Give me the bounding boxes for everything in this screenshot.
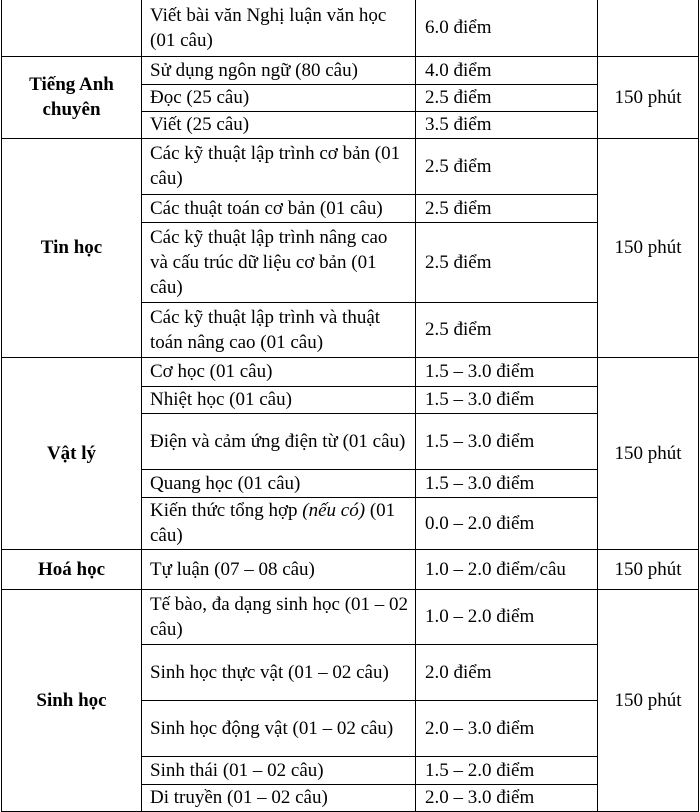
score-cell: 6.0 điểm <box>416 0 598 56</box>
subject-cell: Vật lý <box>2 357 142 549</box>
section-cell: Sinh học thực vật (01 – 02 câu) <box>142 644 416 700</box>
time-cell: 150 phút <box>598 589 699 811</box>
subject-cell <box>2 0 142 56</box>
section-cell: Các kỹ thuật lập trình và thuật toán nâng cao (01 câu) <box>142 302 416 357</box>
section-cell: Di truyền (01 – 02 câu) <box>142 784 416 811</box>
score-cell: 1.5 – 3.0 điểm <box>416 357 598 386</box>
table-row <box>2 589 699 644</box>
score-cell: 1.5 – 3.0 điểm <box>416 386 598 413</box>
section-cell: Cơ học (01 câu) <box>142 357 416 386</box>
score-cell: 2.5 điểm <box>416 138 598 194</box>
time-cell: 150 phút <box>598 138 699 357</box>
table-row <box>2 549 699 589</box>
section-cell: Các thuật toán cơ bản (01 câu) <box>142 194 416 222</box>
score-cell: 2.5 điểm <box>416 194 598 222</box>
score-cell: 1.0 – 2.0 điểm/câu <box>416 549 598 589</box>
subject-cell: Sinh học <box>2 589 142 811</box>
score-cell: 0.0 – 2.0 điểm <box>416 497 598 549</box>
section-cell: Điện và cảm ứng điện từ (01 câu) <box>142 413 416 469</box>
score-cell: 2.0 – 3.0 điểm <box>416 784 598 811</box>
section-cell: Viết (25 câu) <box>142 111 416 138</box>
score-cell: 1.0 – 2.0 điểm <box>416 589 598 644</box>
section-cell: Sinh thái (01 – 02 câu) <box>142 756 416 784</box>
score-cell: 4.0 điểm <box>416 56 598 84</box>
table-row <box>2 0 699 56</box>
section-cell: Các kỹ thuật lập trình nâng cao và cấu trúc dữ liệu cơ bản (01 câu) <box>142 222 416 302</box>
section-cell: Viết bài văn Nghị luận văn học (01 câu) <box>142 0 416 56</box>
section-cell <box>142 497 416 549</box>
section-suffix: (01 câu) <box>150 500 396 546</box>
section-note: (nếu có) <box>302 500 366 521</box>
score-cell: 2.5 điểm <box>416 302 598 357</box>
score-cell: 3.5 điểm <box>416 111 598 138</box>
score-cell: 1.5 – 2.0 điểm <box>416 756 598 784</box>
time-cell: 150 phút <box>598 56 699 138</box>
subject-cell: Hoá học <box>2 549 142 589</box>
section-cell: Sử dụng ngôn ngữ (80 câu) <box>142 56 416 84</box>
section-cell: Tế bào, đa dạng sinh học (01 – 02 câu) <box>142 589 416 644</box>
time-cell: 150 phút <box>598 549 699 589</box>
score-cell: 2.0 – 3.0 điểm <box>416 700 598 756</box>
table-row <box>2 357 699 386</box>
time-cell <box>598 0 699 56</box>
score-cell: 2.5 điểm <box>416 222 598 302</box>
table-row <box>2 138 699 194</box>
section-text: Kiến thức tổng hợp <box>150 500 298 521</box>
score-cell: 1.5 – 3.0 điểm <box>416 469 598 497</box>
exam-structure-table <box>1 0 699 812</box>
score-cell: 2.5 điểm <box>416 84 598 111</box>
section-cell: Sinh học động vật (01 – 02 câu) <box>142 700 416 756</box>
section-cell: Tự luận (07 – 08 câu) <box>142 549 416 589</box>
section-cell: Quang học (01 câu) <box>142 469 416 497</box>
score-cell: 1.5 – 3.0 điểm <box>416 413 598 469</box>
section-cell: Các kỹ thuật lập trình cơ bản (01 câu) <box>142 138 416 194</box>
section-cell: Đọc (25 câu) <box>142 84 416 111</box>
subject-cell: Tiếng Anh chuyên <box>2 56 142 138</box>
section-cell: Nhiệt học (01 câu) <box>142 386 416 413</box>
subject-cell: Tin học <box>2 138 142 357</box>
score-cell: 2.0 điểm <box>416 644 598 700</box>
time-cell: 150 phút <box>598 357 699 549</box>
table-row <box>2 56 699 84</box>
